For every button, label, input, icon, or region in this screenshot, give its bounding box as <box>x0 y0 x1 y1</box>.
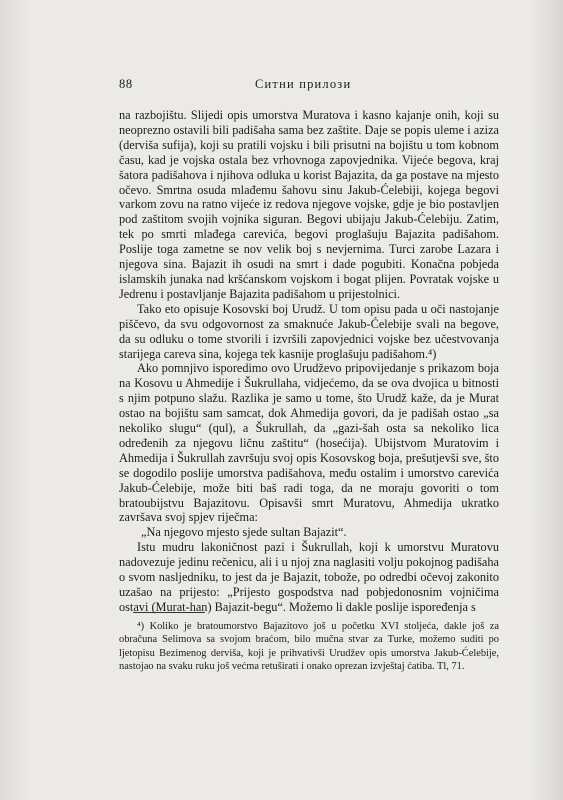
page-number: 88 <box>119 77 133 91</box>
paragraph: na razbojištu. Slijedi opis umorstva Muratova i kasno kajanje onih, koji su neoprezno ostavili bili padišaha sama bez zaštite. Daje se popis uleme i aziza (derviša sufija), koji su pratili vojsku i bili prisutni na bojištu u tom kobnom času, kad je vojska ostala bez vrhovnoga zapovjednika. Vijeće begova, kraj šatora padišahova i njihova odluka u korist Bajazita, da ga postave na mjesto očevo. Smrtna osuda mlađemu šahovu sinu Jakub-Ćelebiji, kojega begovi varkom zovu na ratno vijeće iz redova njegove vojske, gdje je bio postavljen pod zaštitom svojih vojnika siguran. Begovi ubijaju Jakub-Ćelebiju. Zatim, tek po smrti mlađega carevića, begovi proglašuju Bajazita padišahom. Poslije toga zametne se nov velik boj s nevjernima. Turci zarobe Lazara i njegova sina. Bajazit ih osudi na smrt i dade pogubiti. Konačna pobjeda islamskih junaka nad kršćanskom vojskom i bogat plijen. Povratak vojske u Jedrenu i postavljanje Bajazita padišahom u prijestolnici. <box>119 108 499 301</box>
paragraph: Ako pomnjivo isporedimo ovo Urudževo pripovijedanje s prikazom boja na Kosovu u Ahmedije i Šukrullaha, vidjećemo, da se ova dvojica u bitnosti s njim potpuno slažu. Razlika je samo u tome, što Urudž kaže, da je Murat ostao na bojištu sam samcat, dok Ahmedija govori, da je padišah ostao „sa nekoliko slugu“ (qul), a Šukrullah, da „gazi-šah osta sa nekoliko lica određenih za njegovu ličnu zaštitu“ (hosećija). Ubijstvom Muratovim i Ahmedija i Šukrullah završuju svoj opis Kosovskog boja, prešutjevši sve, što se dogodilo poslije umorstva padišahova, među ostalim i umorstvo carevića Jakub-Ćelebije, može biti baš radi toga, da ne moraju govoriti o tom bratoubijstvu Bajazitovu. Opisavši smrt Muratovu, Ahmedija ukratko završava svoj spjev riječma: <box>119 361 499 525</box>
page-header <box>119 77 499 93</box>
quotation: „Na njegovo mjesto sjede sultan Bajazit“. <box>141 525 347 540</box>
paragraph: Tako eto opisuje Kosovski boj Urudž. U tom opisu pada u oči nastojanje piščevo, da svu odgovornost za smaknuće Jakub-Ćelebije svali na begove, da su odluku o tome stvorili i izvršili zapovjednici vojske bez učestvovanja starijega careva sina, kojega tek kasnije proglašuju padišahom.⁴) <box>119 301 499 361</box>
footnote: ⁴) Koliko je bratoumorstvo Bajazitovo još u početku XVI stoljeća, dakle još za obračuna Selimova sa svojom braćom, bilo mučna stvar za Turke, možemo suditi po ljetopisu Bezimenog derviša, koji je prihvativši Urudžev opis umorstva Jakub-Ćelebije, nastojao na svaku ruku još većma retuširati i onako oprezan izvještaj ćatiba. Tl, 71. <box>119 621 499 673</box>
body-text <box>119 108 499 615</box>
running-head: Ситни прилози <box>255 77 352 91</box>
footnote-divider <box>133 612 205 613</box>
paragraph: Istu mudru lakoničnost pazi i Šukrullah, koji k umorstvu Muratovu nadovezuje jedinu rečenicu, ali i u njoj zna naglasiti volju pokojnog padišaha o svom nasljedniku, to jest da je Bajazit, tobože, po odredbi očevoj zakonito uzašao na prijesto: „Prijesto gospodstva nad pobjedonosnim vojničima ostavi (Murat-han) Bajazit-begu“. Možemo li dakle poslije ispoređenja s <box>119 540 499 614</box>
